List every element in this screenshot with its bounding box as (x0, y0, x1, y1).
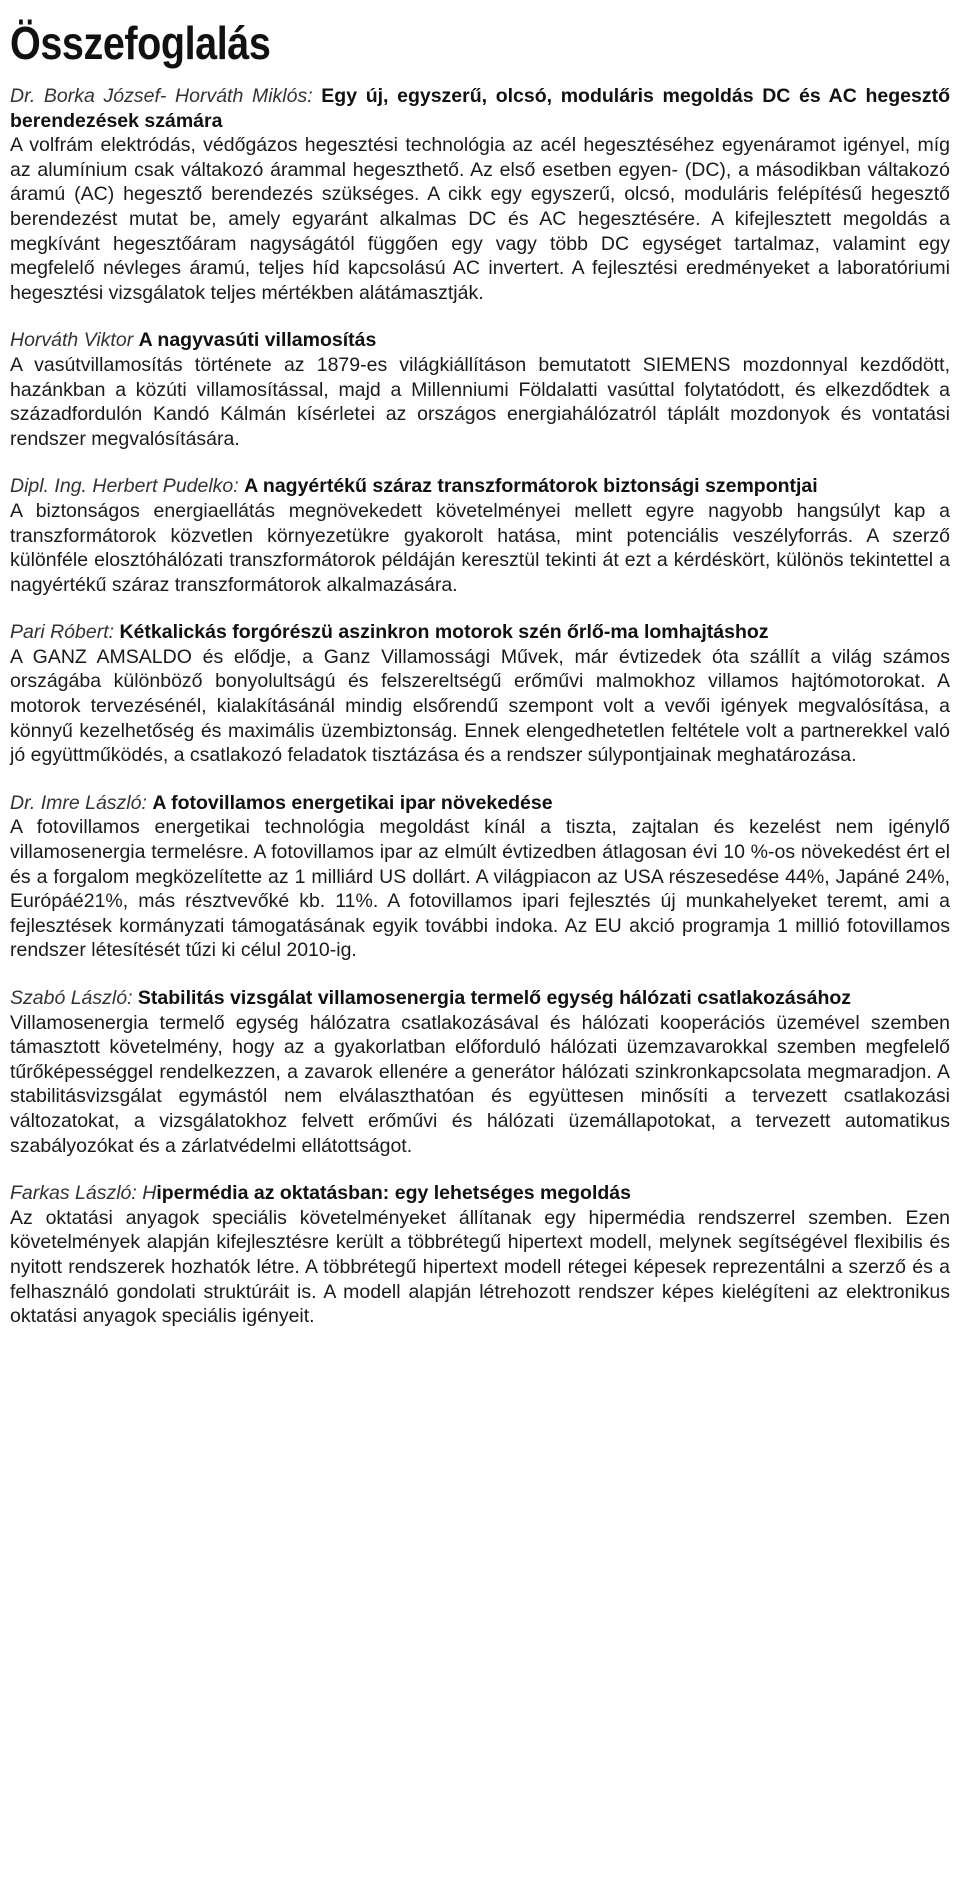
article-title: A fotovillamos energetikai ipar növekedése (152, 791, 553, 814)
article-title: Egy új, egyszerű, olcsó, moduláris megoldás DC és AC hegesztő berendezések számára (10, 85, 950, 132)
article-title: A nagyvasúti villamosítás (138, 329, 377, 352)
article-author: Dr. Borka József- Horváth Miklós: (10, 85, 313, 107)
article-author: Dipl. Ing. Herbert Pudelko: (10, 475, 239, 498)
article-body: A vasútvillamosítás története az 1879-es világkiállításon bemutatott SIEMENS mozdonnyal kezdődött, hazánkban a közúti villamosítással, majd a Millenniumi Földalatti vasúttal folytatódott, és elkezdődtek a századfordulón Kandó Kálmán kísérletei az országos energiahálózatról táplált mozdonyok és vontatási rendszer megvalósítására. (10, 353, 950, 450)
article-borka-horvath (10, 84, 950, 305)
article-author: Farkas László: H (10, 1182, 157, 1205)
article-body: A volfrám elektródás, védőgázos hegesztési technológia az acél hegesztéséhez egyenáramot igényel, míg az alumínium csak váltakozó árammal hegeszthető. Az első esetben egyen- (DC), a másodikban váltakozó áramú (AC) hegesztő berendezés szükséges. A cikk egy egyszerű, olcsó, moduláris felépítésű hegesztő berendezést mutat be, amely egyaránt alkalmas DC és AC hegesztésére. A kifejlesztett megoldás a megkívánt hegesztőáram nagyságától függően egy vagy több DC egységet tartalmaz, valamint egy megfelelő névleges áramú, teljes híd kapcsolású AC invertert. A fejlesztési eredményeket a laboratóriumi hegesztési vizsgálatok teljes mértékben alátámasztják. (10, 134, 950, 304)
article-body: A biztonságos energiaellátás megnövekedett követelményei mellett egyre nagyobb hangsúlyt kap a transzformátorok közvetlen környezetükre gyakorolt hatása, mint potenciális veszélyforrás. A szerző különféle elosztóhálózati transzformátorok példáján keresztül tekinti át ezt a kérdéskört, különös tekintettel a nagyértékű száraz transzformátorok alkalmazására. (10, 499, 950, 596)
article-horvath-viktor (10, 328, 950, 451)
article-text (10, 328, 950, 451)
article-author: Szabó László: (10, 987, 133, 1009)
article-author: Pari Róbert: (10, 621, 115, 644)
article-text (10, 84, 950, 305)
article-text (10, 620, 950, 768)
article-text (10, 986, 950, 1158)
article-farkas (10, 1181, 950, 1329)
article-title: ipermédia az oktatásban: egy lehetséges megoldás (156, 1182, 631, 1205)
article-author: Horváth Viktor (10, 329, 134, 352)
article-pari (10, 620, 950, 768)
article-pudelko (10, 474, 950, 597)
article-title: A nagyértékű száraz transzformátorok biztonsági szempontjai (244, 475, 818, 498)
article-text (10, 1181, 950, 1329)
article-imre (10, 791, 950, 963)
article-text (10, 791, 950, 963)
page-title: Összefoglalás (10, 17, 271, 69)
article-text (10, 474, 950, 597)
article-body: Az oktatási anyagok speciális követelményeket állítanak egy hipermédia rendszerrel szemben. Ezen követelmények alapján kifejlesztésre került a többrétegű hipertext modell, melynek segítségével flexibilis és nyitott rendszerek hozhatók létre. A többrétegű hipertext modell rétegei képesek reprezentálni a szerző és a felhasználó gondolati struktúráit is. A modell alapján létrehozott rendszer képes kielégíteni az elektronikus oktatási anyagok speciális igényeit. (10, 1206, 950, 1328)
article-szabo (10, 986, 950, 1158)
article-title: Stabilitás vizsgálat villamosenergia termelő egység hálózati csatlakozásához (137, 987, 852, 1009)
article-body: Villamosenergia termelő egység hálózatra csatlakozásával és hálózati kooperációs üzemével szemben támasztott követelmény, hogy az a gyakorlatban előforduló hálózati üzemzavarokkal szemben megfelelő tűrőképességgel rendelkezzen, a zavarok ellenére a generátor hálózati szinkronkapcsolata megmaradjon. A stabilitásvizsgálat egymástól nem elválaszthatóan és együttesen minősíti a tervezett csatlakozási változatokat, a vizsgálatokhoz felvett erőművi és hálózati üzemállapotokat, a tervezett automatikus szabályozókat és a zárlatvédelmi ellátottságot. (10, 1011, 950, 1157)
article-author: Dr. Imre László: (10, 791, 147, 814)
article-body: A GANZ AMSALDO és elődje, a Ganz Villamossági Művek, már évtizedek óta szállít a világ számos országába különböző bonyolultságú és felszereltségű erőművi malmokhoz villamos hajtómotorokat. A motorok tervezésénél, kialakításánál mindig elsőrendű szempont volt a vevői igények megvalósítása, a könnyű kezelhetőség és maximális üzembiztonság. Ennek elengedhetetlen feltétele volt a partnerekkel való jó együttműködés, a csatlakozó feladatok tisztázása és a rendszer súlypontjainak meghatározása. (10, 645, 950, 767)
article-title: Kétkalickás forgórészü aszinkron motorok szén őrlő-ma lomhajtáshoz (119, 621, 769, 644)
article-body: A fotovillamos energetikai technológia megoldást kínál a tiszta, zajtalan és kezelést nem igénylő villamosenergia termelésre. A fotovillamos ipar az elmúlt évtizedben átlagosan évi 10 %-os növekedést ért el és a forgalom megközelítette az 1 milliárd US dollárt. A világpiacon az USA részesedése 44%, Japáné 24%, Európáé21%, más résztvevőké kb. 11%. A fotovillamos ipari fejlesztés új munkahelyeket teremt, ami a fejlesztések kormányzati támogatásának egyik további indoka. Az EU akció programja 1 millió fotovillamos rendszer létesítését tűzi ki célul 2010-ig. (10, 816, 950, 962)
